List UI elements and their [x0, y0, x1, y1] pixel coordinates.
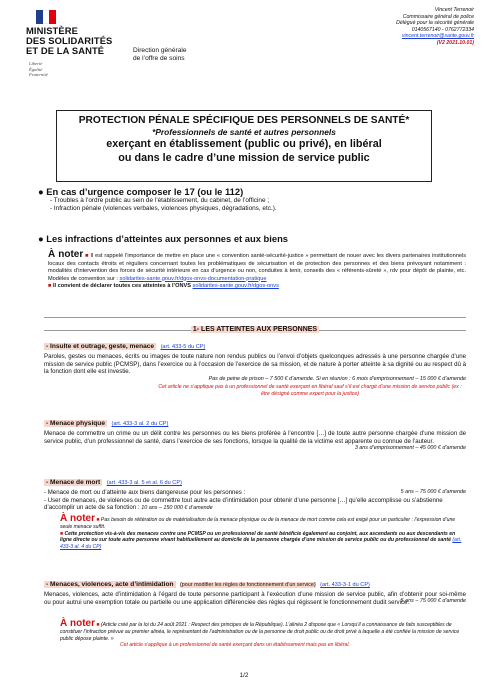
title-line: exerçant en établissement (public ou privé), en libéral	[106, 138, 382, 150]
contact-email-link[interactable]: vincent.terrenoir@sante.gouv.fr	[401, 33, 474, 40]
onvs-text: Il convient de déclarer toutes ces atteintes à l’ONVS	[52, 283, 191, 289]
title-main: PROTECTION PÉNALE SPÉCIFIQUE DES PERSONNELS DE SANTÉ*	[78, 115, 410, 126]
ministry-line: MINISTÈRE	[26, 25, 78, 36]
ministry-logo	[26, 26, 112, 56]
insulte-ref-link[interactable]: (art. 433-5 du CP)	[160, 344, 206, 350]
mort-ref-link[interactable]: (art. 433-3 al. 5 et al. 6 du CP)	[106, 480, 182, 486]
motto-line: Égalité	[29, 66, 43, 72]
intimidation-block	[44, 573, 466, 606]
intimidation-text: Menaces, violences, acte d’intimidation à l’égard de toute personne participant à l’exécution d’une mission de service public, afin d’obtenir pour soi-même ou pour autrui une exemption totale ou partielle ou une application différenciée des règles qui régissent le fonctionnement dudit service.	[44, 591, 466, 606]
infractions-section	[38, 233, 468, 244]
intimidation-note-text: Cet article s’applique à un professionnel de santé exerçant dans un établissement mais pas en libéral.	[120, 642, 350, 649]
contact-phone: 0140567140 - 0762772334	[411, 26, 474, 33]
version-badge: (V2 2021.10.01)	[436, 39, 474, 46]
mort-note-text: Pas besoin de réitération ou de matérialisation de la menace physique ou de la menace de mort comme cela est exigé pour un particulier : l’expression d’une seule menace suffit.	[60, 517, 456, 530]
convention-link[interactable]: solidarites-sante.gouv.fr/dgos-onvs-documentation-pratique	[119, 275, 267, 282]
bullet-icon: ■	[60, 530, 65, 537]
anoter-label: À noter	[48, 249, 84, 260]
ministry-line: ET DE LA SANTÉ	[26, 45, 105, 56]
bullet-icon: ●	[38, 233, 47, 244]
physique-text: Menace de commettre un crime ou un délit contre les personnes ou les biens proférée à l’encontre […] de toute autre personne chargée d’une mission de service public, d’un professionnel de santé, dans l’exercice de ses fonctions, lorsque la qualité de la victime est apparente ou connue de l’auteur.	[44, 430, 466, 445]
bullet-icon: ■	[96, 517, 101, 523]
mort-note	[60, 513, 468, 551]
intimidation-note	[60, 618, 468, 649]
insulte-heading: - Insulte et outrage, geste, menace	[46, 343, 155, 350]
section-banner	[44, 317, 466, 331]
motto-line: Fraternité	[29, 72, 48, 78]
mort-line: - User de menaces, de violences ou de commettre tout autre acte d’intimidation pour obtenir d’une personne […] qu’elle accomplisse ou s’abstienne d’accomplir un acte de sa fonction :	[44, 496, 443, 512]
insulte-text: Paroles, gestes ou menaces, écrits ou images de toute nature non rendus publics ou l’envoi d’objets quelconques adressés à une personne chargée d’une mission de service public (PCMSP), dans l’exercice ou à l’occasion de l’exercice de sa mission, et de nature à porter atteinte à sa dignité ou au respect dû à la fonction dont elle est investie.	[44, 353, 466, 376]
contact-block	[314, 7, 474, 47]
insulte-block	[44, 335, 466, 397]
anoter-label: À noter	[60, 618, 95, 629]
physique-ref-link[interactable]: (art. 433-3 al. 2 du CP)	[111, 421, 169, 427]
contact-role: Commissaire général de police	[402, 13, 474, 20]
urgence-section	[38, 186, 458, 214]
urgence-heading: En cas d’urgence composer le 17 (ou le 112)	[46, 186, 244, 197]
bullet-icon: ■	[96, 622, 101, 628]
mort-line: - Menace de mort ou d’atteinte aux biens dangereuse pour les personnes :	[44, 489, 246, 496]
physique-heading: - Menace physique	[46, 420, 105, 427]
title-sub: *Professionnels de santé et autres personnels	[152, 127, 336, 137]
intimidation-ref-link[interactable]: (art. 433-3-1 du CP)	[320, 582, 370, 588]
mort-penalty: 10 ans – 150 000 € d’amende	[141, 505, 213, 512]
flag-blue	[36, 10, 43, 24]
bullet-icon: ■	[48, 283, 53, 289]
flag-white	[43, 10, 50, 24]
mort-heading: - Menace de mort	[46, 479, 101, 486]
insulte-penalty: Pas de peine de prison – 7 500 € d’amende. Si en réunion : 6 mois d’emprisonnement – 15 000 € d’amende	[208, 376, 466, 383]
mort-block	[44, 471, 466, 513]
intimidation-note-text: (Article créé par la loi du 24 août 2021 : Respect des principes de la République). L’alinéa 2 dispose que « Lorsqu’il a connaissance de faits susceptibles de constituer l’infraction prévue au premier alinéa, le représentant de l’administration ou de la personne de droit public ou de droit privé à laquelle a été confiée la mission de service public dépose plainte. »	[60, 622, 460, 642]
onvs-link[interactable]: solidarites-sante.gouv.fr/dgos-onvs	[192, 283, 279, 289]
insulte-note: Cet article ne s’applique pas à un professionnel de santé exerçant en libéral sauf s’il est chargé d’une mission de service public (ex : être désigné comme expert pour la justice)	[158, 383, 462, 397]
mort-note-text: Cette protection vis-à-vis des menaces contre une PCMSP ou un professionnel de santé bénéficie également au conjoint, aux ascendants ou aux descendants en ligne directe ou sur toute autre personne vivant habituellement au domicile de la personne chargée d’une mission de service public ou du professionnel de santé	[60, 530, 456, 544]
direction	[133, 47, 187, 63]
page-number: 1/2	[239, 672, 249, 679]
section-title: 1- LES ATTEINTES AUX PERSONNES	[192, 326, 318, 333]
physique-block	[44, 412, 466, 453]
title-box	[56, 110, 432, 182]
physique-penalty: 3 ans d’emprisonnement – 45 000 € d’amende	[354, 445, 466, 452]
intimidation-penalty: 5 ans – 75 000 € d’amende	[400, 598, 466, 605]
contact-name: Vincent Terrenoir	[434, 7, 474, 13]
infractions-text: Il est rappelé l’importance de mettre en place une « convention santé-sécurité-justice » permettant de nouer avec les divers partenaires institutionnels locaux des contacts étroits et réguliers concernant toutes les problématiques de sécurisation et de protection des personnes et des biens prévoyant notamment : modalités d’intervention des forces de sécurité intérieure en cas d’urgence ou non, conduites à tenir, conseils des « référents-sûreté », rdv pour dépôt de plainte, etc. Modèles de convention sur :	[48, 253, 466, 282]
infractions-heading: Les infractions d’atteintes aux personnes et aux biens	[46, 233, 289, 244]
direction-line: de l’offre de soins	[133, 55, 185, 62]
flag-icon	[36, 10, 56, 24]
motto	[29, 61, 48, 78]
motto-line: Liberté	[29, 61, 43, 66]
intimidation-sub: (pour modifier les règles de fonctionnement d’un service)	[179, 582, 316, 588]
intimidation-heading: - Menaces, violences, acte d’intimidation	[46, 581, 174, 588]
bullet-icon: ●	[38, 186, 47, 197]
urgence-item: - Troubles à l’ordre public au sein de l’établissement, du cabinet, de l’officine ;	[50, 197, 270, 204]
urgence-item: - Infraction pénale (violences verbales, violences physiques, dégradations, etc.).	[50, 205, 277, 213]
bullet-icon: ■	[85, 253, 91, 259]
mort-note-ref-link[interactable]: (art. 433-3 al. 4 du CP)	[60, 537, 462, 551]
anoter-label: À noter	[60, 513, 95, 524]
mort-penalty: 5 ans – 75 000 € d’amende	[400, 489, 466, 495]
contact-role: Délégué pour la sécurité générale	[396, 20, 474, 27]
ministry-line: DES SOLIDARITÉS	[26, 35, 113, 46]
direction-line: Direction générale	[133, 47, 187, 54]
flag-red	[49, 10, 56, 24]
title-line: ou dans le cadre d’une mission de service public	[118, 152, 370, 164]
infractions-note	[48, 251, 466, 291]
